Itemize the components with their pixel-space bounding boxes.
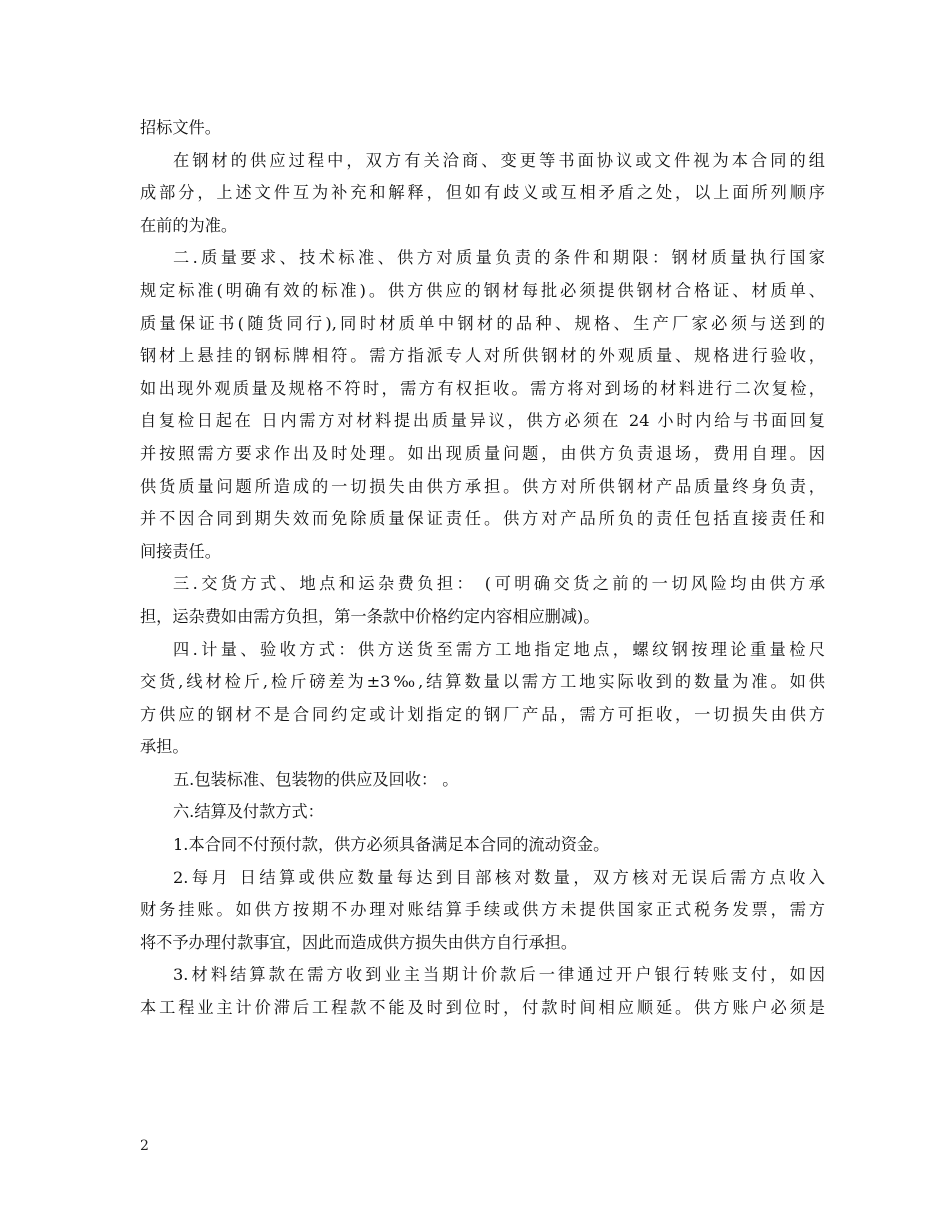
paragraph-line: 质量保证书(随货同行),同时材质单中钢材的品种、规格、生产厂家必须与送到的 [140,313,825,333]
paragraph-line: 如出现外观质量及规格不符时，需方有权拒收。需方将对到场的材料进行二次复检， [140,378,825,398]
paragraph-line: 自复检日起在 日内需方对材料提出质量异议，供方必须在 24 小时内给与书面回复 [140,411,825,431]
paragraph-line: 六.结算及付款方式： [173,802,324,822]
paragraph-line: 并不因合同到期失效而免除质量保证责任。供方对产品所负的责任包括直接责任和 [140,509,825,529]
paragraph-line: 成部分，上述文件互为补充和解释，但如有歧义或互相矛盾之处，以上面所列顺序 [140,183,825,203]
paragraph-line: 2.每月 日结算或供应数量每达到目部核对数量，双方核对无误后需方点收入 [173,867,825,887]
paragraph-line: 四.计量、验收方式：供方送货至需方工地指定地点，螺纹钢按理论重量检尺 [173,639,825,659]
paragraph-line: 二.质量要求、技术标准、供方对质量负责的条件和期限：钢材质量执行国家 [173,248,825,268]
document-body [140,112,825,1025]
paragraph-line: 交货,线材检斤,检斤磅差为±3‰,结算数量以需方工地实际收到的数量为准。如供 [140,672,825,692]
paragraph-line: 钢材上悬挂的钢标牌相符。需方指派专人对所供钢材的外观质量、规格进行验收， [140,346,825,366]
page-number: 2 [140,1138,149,1154]
paragraph-line: 担，运杂费如由需方负担，第一条款中价格约定内容相应删减)。 [140,606,600,626]
paragraph-line: 规定标准(明确有效的标准)。供方供应的钢材每批必须提供钢材合格证、材质单、 [140,280,825,300]
paragraph-line: 方供应的钢材不是合同约定或计划指定的钢厂产品，需方可拒收，一切损失由供方 [140,704,825,724]
paragraph-line: 并按照需方要求作出及时处理。如出现质量问题，由供方负责退场，费用自理。因 [140,443,825,463]
paragraph-line: 招标文件。 [140,118,221,137]
paragraph-line: 五.包装标准、包装物的供应及回收： 。 [173,769,459,789]
paragraph-line: 将不予办理付款事宜，因此而造成供方损失由供方自行承担。 [140,932,578,952]
paragraph-line: 间接责任。 [140,541,221,561]
paragraph-line: 财务挂账。如供方按期不办理对账结算手续或供方未提供国家正式税务发票，需方 [140,900,825,920]
paragraph-line: 在钢材的供应过程中，双方有关洽商、变更等书面协议或文件视为本合同的组 [173,150,825,170]
paragraph-line: 本工程业主计价滞后工程款不能及时到位时，付款时间相应顺延。供方账户必须是 [140,998,825,1018]
paragraph-line: 承担。 [140,737,189,757]
paragraph-line: 三.交货方式、地点和运杂费负担： (可明确交货之前的一切风险均由供方承 [173,574,825,594]
paragraph-line: 3.材料结算款在需方收到业主当期计价款后一律通过开户银行转账支付，如因 [173,965,825,985]
paragraph-line: 在前的为准。 [140,215,238,235]
paragraph-line: 1.本合同不付预付款，供方必须具备满足本合同的流动资金。 [173,835,610,855]
paragraph-line: 供货质量问题所造成的一切损失由供方承担。供方对所供钢材产品质量终身负责， [140,476,825,496]
